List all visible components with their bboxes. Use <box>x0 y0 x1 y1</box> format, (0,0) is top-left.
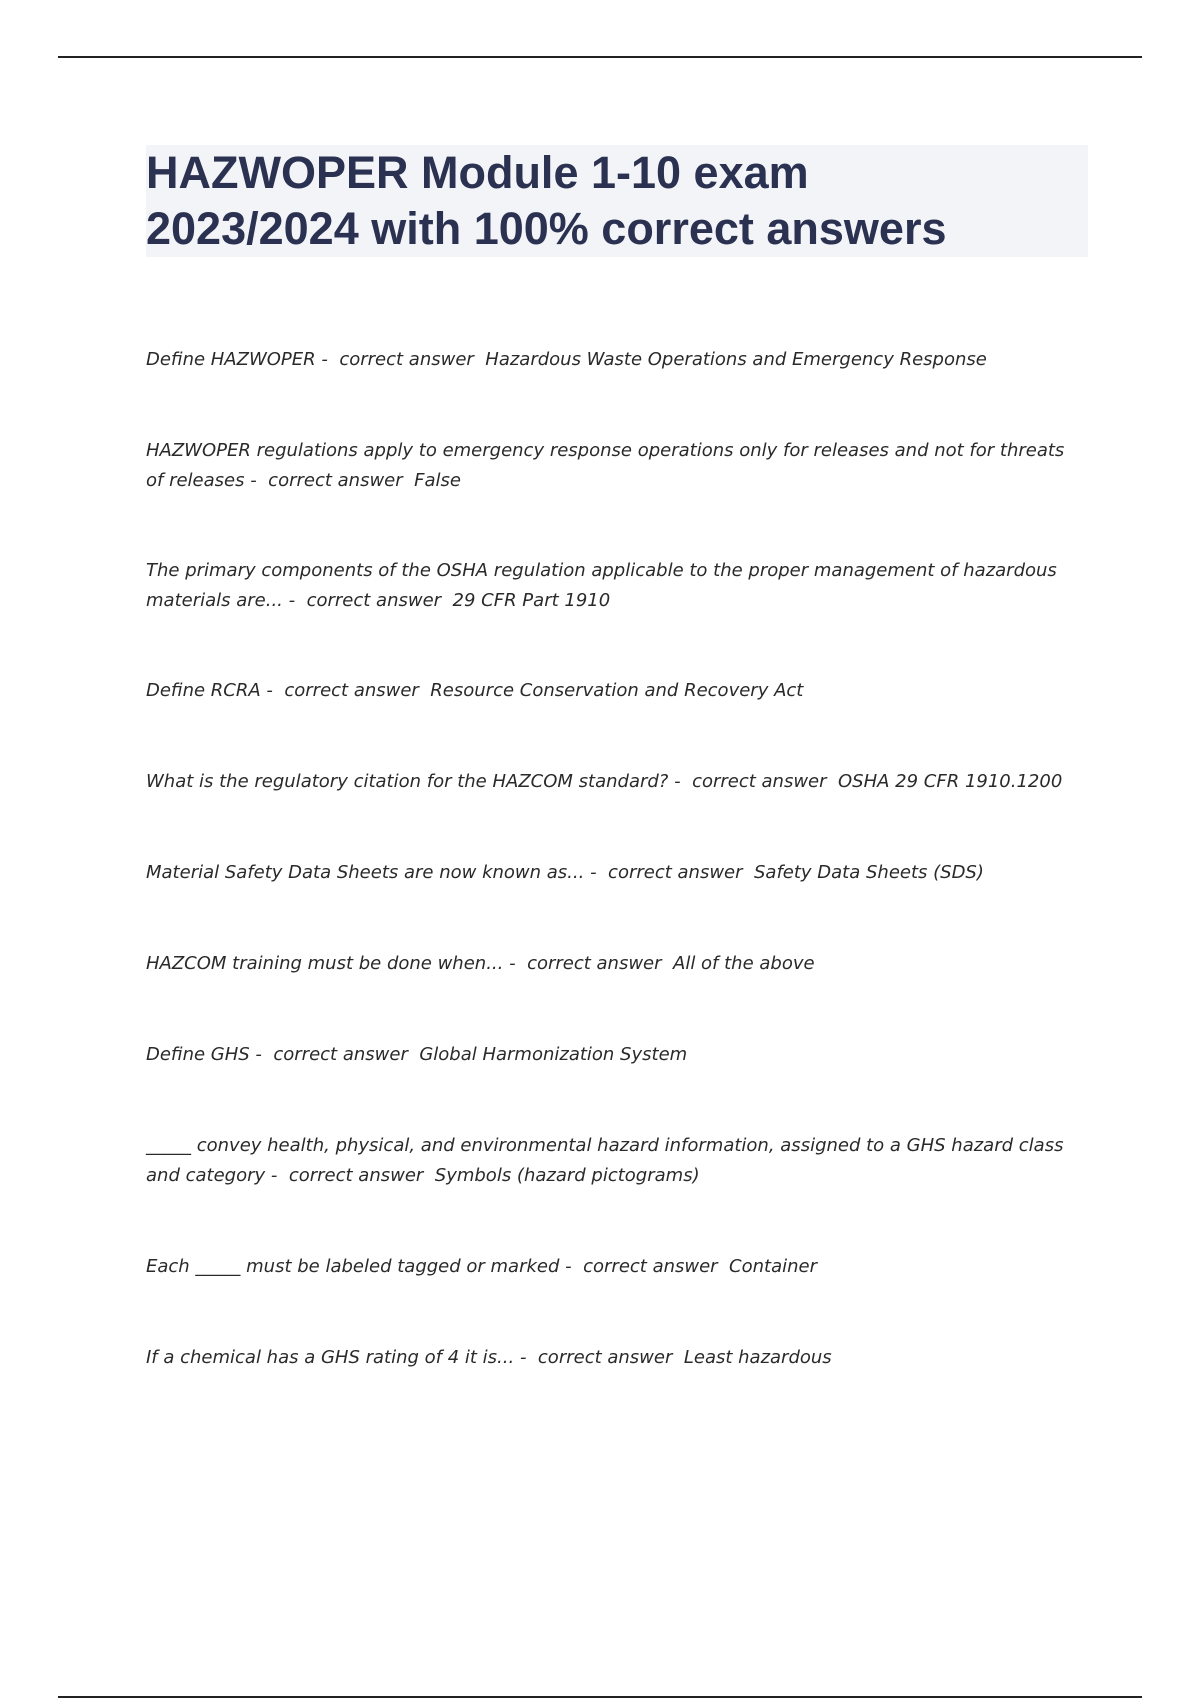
separator: - <box>282 590 301 611</box>
answer-prefix: correct answer <box>306 590 442 611</box>
bottom-rule <box>58 1696 1142 1698</box>
qa-item <box>146 1131 1086 1191</box>
separator: - <box>249 1044 268 1065</box>
qa-item <box>146 1252 1086 1282</box>
answer-text: Symbols (hazard pictograms) <box>434 1165 700 1186</box>
question-text: HAZWOPER regulations apply to emergency response operations only for releases and not for threats of releases <box>146 440 1065 491</box>
question-text: Material Safety Data Sheets are now known as... <box>146 862 585 883</box>
separator: - <box>315 349 334 370</box>
title-line-1: HAZWOPER Module 1-10 exam <box>146 147 809 198</box>
question-text: Define HAZWOPER <box>146 349 316 370</box>
answer-text: Container <box>729 1256 818 1277</box>
page-title <box>146 145 1088 257</box>
answer-prefix: correct answer <box>527 953 662 974</box>
qa-item <box>146 556 1086 616</box>
separator: - <box>559 1256 578 1277</box>
answer-text: False <box>414 470 461 491</box>
answer-prefix: correct answer <box>284 680 419 701</box>
separator: - <box>244 470 263 491</box>
qa-item <box>146 949 1086 979</box>
answer-prefix: correct answer <box>608 862 743 883</box>
answer-text: Resource Conservation and Recovery Act <box>430 680 804 701</box>
answer-text: 29 CFR Part 1910 <box>452 590 611 611</box>
top-rule <box>58 56 1142 58</box>
question-text: Each _____ must be labeled tagged or marked <box>146 1256 560 1277</box>
separator: - <box>514 1347 533 1368</box>
question-text: HAZCOM training must be done when... <box>146 953 504 974</box>
separator: - <box>260 680 279 701</box>
separator: - <box>668 771 687 792</box>
separator: - <box>503 953 522 974</box>
qa-item <box>146 1040 1086 1070</box>
qa-item <box>146 436 1086 496</box>
answer-text: Least hazardous <box>683 1347 832 1368</box>
qa-item <box>146 767 1086 797</box>
qa-item <box>146 676 1086 706</box>
answer-text: OSHA 29 CFR 1910.1200 <box>838 771 1063 792</box>
answer-prefix: correct answer <box>339 349 474 370</box>
separator: - <box>584 862 603 883</box>
answer-prefix: correct answer <box>273 1044 408 1065</box>
answer-text: All of the above <box>673 953 815 974</box>
answer-prefix: correct answer <box>583 1256 718 1277</box>
qa-item <box>146 1343 1086 1373</box>
answer-prefix: correct answer <box>288 1165 424 1186</box>
question-text: If a chemical has a GHS rating of 4 it is... <box>146 1347 515 1368</box>
answer-text: Global Harmonization System <box>419 1044 688 1065</box>
question-text: The primary components of the OSHA regulation applicable to the proper management of hazardous materials are... <box>146 560 1057 611</box>
answer-prefix: correct answer <box>268 470 403 491</box>
qa-item <box>146 345 1086 375</box>
question-text: Define GHS <box>146 1044 250 1065</box>
answer-prefix: correct answer <box>537 1347 673 1368</box>
question-text: Define RCRA <box>146 680 261 701</box>
separator: - <box>265 1165 284 1186</box>
answer-prefix: correct answer <box>692 771 827 792</box>
answer-text: Safety Data Sheets (SDS) <box>753 862 984 883</box>
question-text: What is the regulatory citation for the HAZCOM standard? <box>146 771 669 792</box>
qa-item <box>146 858 1086 888</box>
title-line-2: 2023/2024 with 100% correct answers <box>146 203 947 254</box>
question-text: _____ convey health, physical, and environmental hazard information, assigned to a GHS hazard class and category <box>146 1135 1064 1186</box>
answer-text: Hazardous Waste Operations and Emergency Response <box>485 349 987 370</box>
